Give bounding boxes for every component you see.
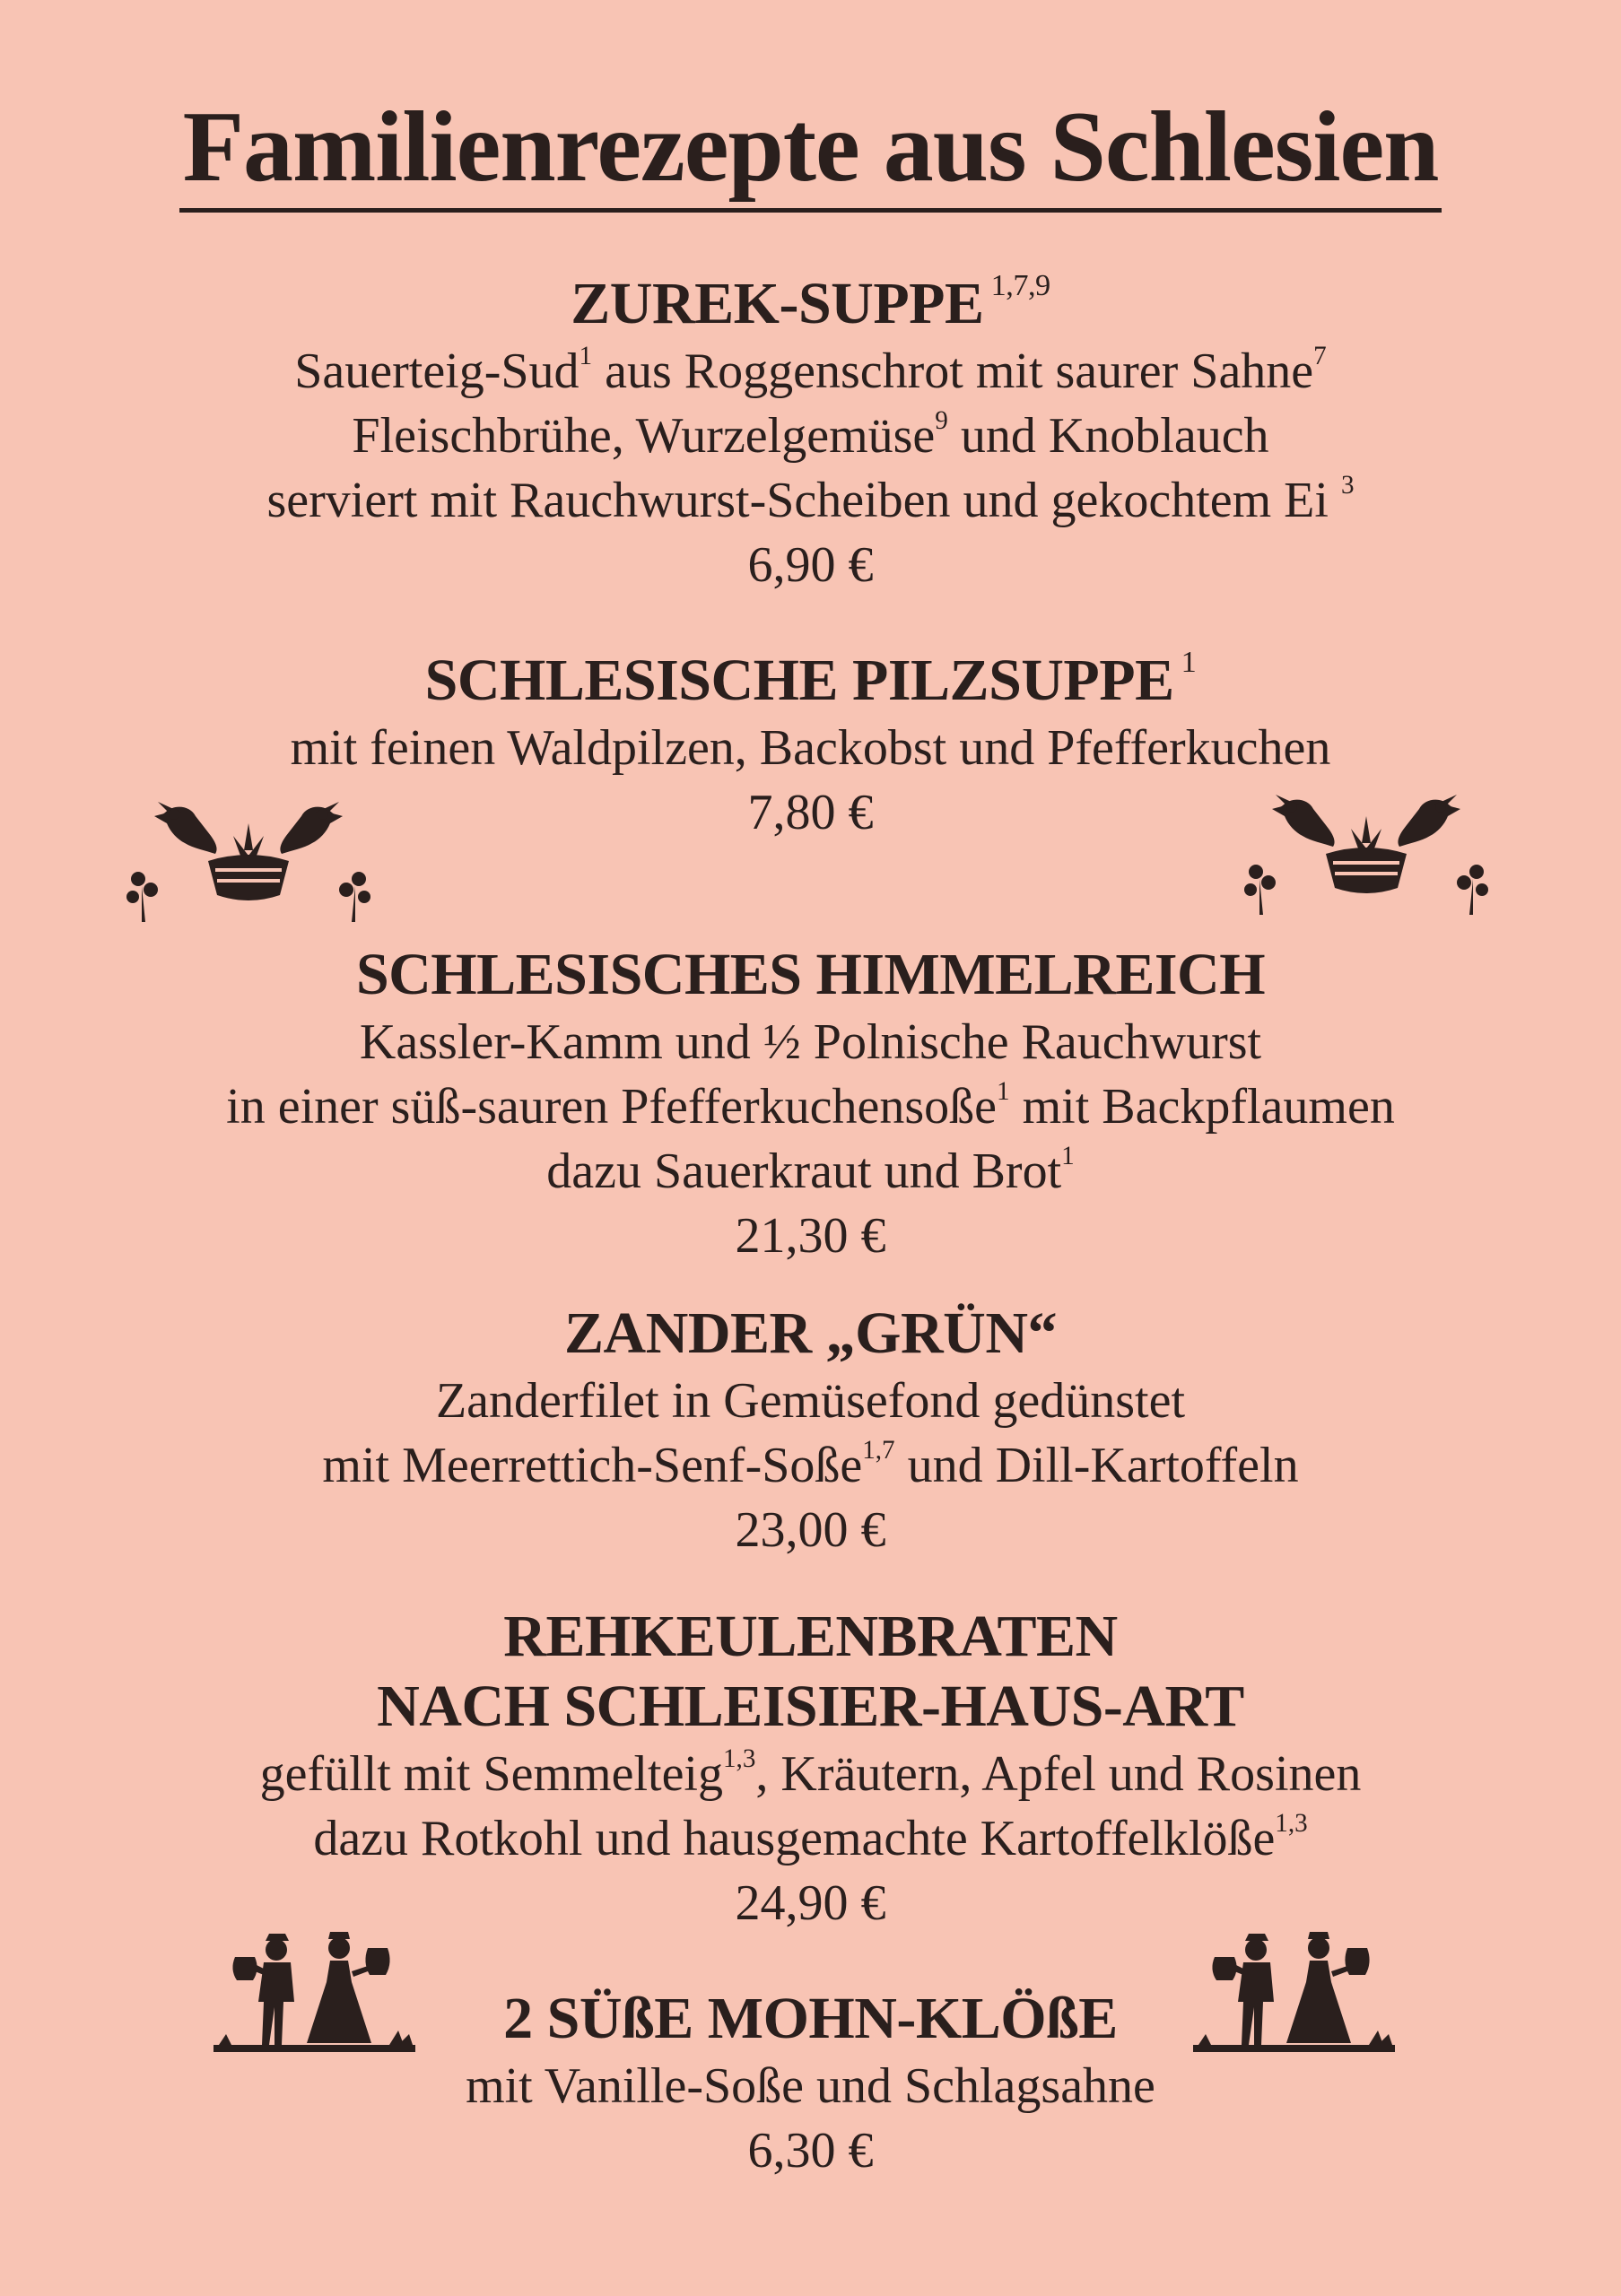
dish-name: SCHLESISCHES HIMMELREICH	[355, 942, 1266, 1007]
dish-name: ZUREK-SUPPE $^{1,7,9}$	[571, 268, 1050, 336]
dish-price: 7,80 €	[747, 785, 874, 840]
allergen-note: 1,3	[722, 1744, 756, 1773]
allergen-note: 1	[997, 1076, 1010, 1106]
dish-name: REHKEULENBRATEN	[503, 1604, 1118, 1669]
menu-title: Familienrezepte aus Schlesien	[0, 97, 1621, 197]
dish-description: Sauerteig-Sud$^1$ aus Roggenschrot mit saurer Sahne$^7$	[294, 341, 1327, 399]
menu-item	[0, 1602, 1621, 1935]
allergen-note: 1	[1173, 645, 1197, 680]
dish-description: in einer süß-sauren Pfefferkuchensoße$^1$ mit Backpflaumen	[226, 1076, 1395, 1135]
dish-description: gefüllt mit Semmelteig$^{1,3}$, Kräutern, Apfel und Rosinen	[259, 1744, 1362, 1802]
dish-name: ZANDER „GRÜN“	[563, 1300, 1058, 1366]
allergen-note: 7	[1313, 341, 1327, 370]
dish-price: 6,90 €	[747, 537, 874, 593]
dish-name: SCHLESISCHE PILZSUPPE $^1$	[424, 645, 1197, 713]
allergen-note: 9	[935, 405, 948, 435]
couple-silhouette-icon	[1193, 1930, 1395, 2056]
dish-description: dazu Rotkohl und hausgemachte Kartoffelklöße$^{1,3}$	[313, 1808, 1308, 1866]
menu-item	[0, 269, 1621, 597]
dish-description: mit Meerrettich-Senf-Soße$^{1,7}$ und Dill-Kartoffeln	[322, 1435, 1299, 1493]
dish-price: 23,00 €	[735, 1502, 886, 1558]
dish-description: dazu Sauerkraut und Brot$^1$	[546, 1141, 1075, 1199]
dish-price: 6,30 €	[747, 2123, 874, 2179]
allergen-note: 1,7	[862, 1435, 895, 1465]
allergen-note: 1	[1061, 1141, 1075, 1170]
dish-name-line-2: NACH SCHLEISIER-HAUS-ART	[377, 1674, 1244, 1739]
dish-description: Fleischbrühe, Wurzelgemüse$^9$ und Knoblauch	[352, 405, 1269, 464]
dish-description: mit Vanille-Soße und Schlagsahne	[466, 2058, 1155, 2114]
dish-description: Kassler-Kamm und ½ Polnische Rauchwurst	[359, 1014, 1262, 1070]
dish-description: Zanderfilet in Gemüsefond gedünstet	[435, 1373, 1186, 1429]
allergen-note: 1,7,9	[983, 268, 1050, 303]
birds-basket-icon	[118, 796, 379, 922]
allergen-note: 1,3	[1275, 1808, 1308, 1838]
allergen-note: 1	[579, 341, 593, 370]
dish-name: 2 SÜßE MOHN-KLÖßE	[503, 1986, 1118, 2051]
dish-description: serviert mit Rauchwurst-Scheiben und gekochtem Ei $^3$	[266, 470, 1355, 528]
couple-silhouette-icon	[214, 1930, 415, 2056]
birds-basket-icon	[1236, 789, 1496, 915]
dish-price: 21,30 €	[735, 1208, 886, 1264]
allergen-note: 3	[1340, 470, 1355, 500]
menu-item	[0, 1299, 1621, 1562]
dish-price: 24,90 €	[735, 1875, 886, 1931]
dish-description: mit feinen Waldpilzen, Backobst und Pfefferkuchen	[290, 720, 1331, 776]
menu-item	[0, 940, 1621, 1268]
